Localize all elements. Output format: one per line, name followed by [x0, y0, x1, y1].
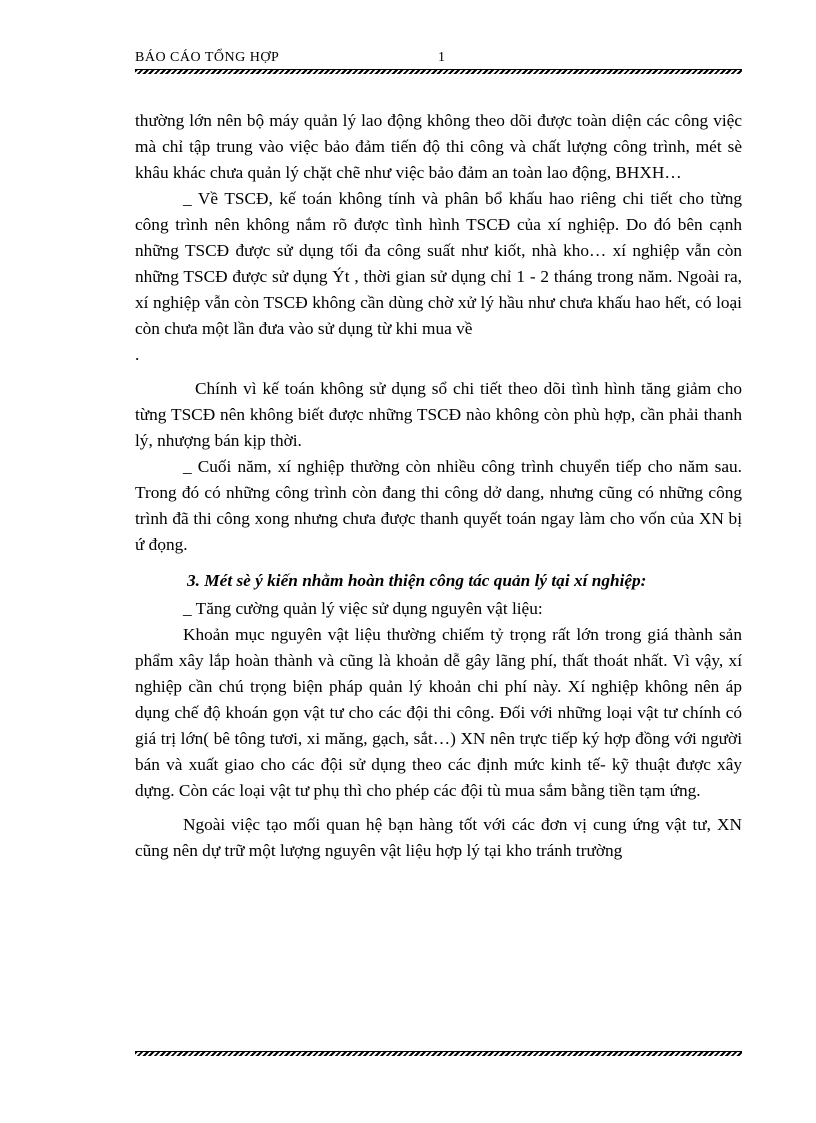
- page-number: 1: [438, 50, 445, 65]
- paragraph-1: thường lớn nên bộ máy quản lý lao động không theo dõi được toàn diện các công việc mà chỉ tập trung vào việc bảo đảm tiến độ thi công và chất lượng công trình, mét sè khâu khác chưa quản lý chặt chẽ như việc bảo đảm an toàn lao động, BHXH…: [135, 111, 742, 182]
- document-body: [135, 108, 742, 864]
- paragraph-3: Chính vì kế toán không sử dụng sổ chi tiết theo dõi tình hình tăng giảm cho từng TSCĐ nên không biết được những TSCĐ nào không còn phù hợp, cần phải thanh lý, nhượng bán kịp thời.: [135, 379, 742, 450]
- paragraph-5: _ Tăng cường quản lý việc sử dụng nguyên vật liệu:: [183, 599, 543, 618]
- paragraph-2: _ Về TSCĐ, kế toán không tính và phân bổ khấu hao riêng chi tiết cho từng công trình nên không nắm rõ được tình hình TSCĐ của xí nghiệp. Do đó bên cạnh những TSCĐ được sử dụng tối đa công suất như kiốt, nhà kho… xí nghiệp vẫn còn những TSCĐ được sử dụng Ýt , thời gian sử dụng chỉ 1 - 2 tháng trong năm. Ngoài ra, xí nghiệp vẫn còn TSCĐ không cần dùng chờ xử lý hầu như chưa khấu hao hết, có loại còn chưa một lần đưa vào sử dụng từ khi mua về: [135, 189, 742, 338]
- paragraph-7: Ngoài việc tạo mối quan hệ bạn hàng tốt với các đơn vị cung ứng vật tư, XN cũng nên dự trữ một lượng nguyên vật liệu hợp lý tại kho tránh trường: [135, 815, 742, 860]
- paragraph-4: _ Cuối năm, xí nghiệp thường còn nhiều công trình chuyển tiếp cho năm sau. Trong đó có những công trình còn đang thi công dở dang, nhưng cũng có những công trình đã thi công xong nhưng chưa được thanh quyết toán ngay làm cho vốn của XN bị ứ đọng.: [135, 457, 742, 554]
- section-heading: 3. Mét sè ý kiến nhằm hoàn thiện công tác quản lý tại xí nghiệp:: [187, 571, 647, 590]
- header-title: BÁO CÁO TỔNG HỢP: [135, 50, 280, 65]
- paragraph-2-tail: .: [135, 345, 140, 364]
- page-header: [135, 48, 742, 70]
- paragraph-6: Khoản mục nguyên vật liệu thường chiếm tỷ trọng rất lớn trong giá thành sản phẩm xây lắp hoàn thành và cũng là khoản dễ gây lãng phí, thất thoát nhất. Vì vậy, xí nghiệp cần chú trọng biện pháp quản lý khoản chi phí này. Xí nghiệp không nên áp dụng chế độ khoán gọn vật tư cho các đội thi công. Đối với những loại vật tư chính có giá trị lớn( bê tông tươi, xi măng, gạch, sắt…) XN nên trực tiếp ký hợp đồng với người bán và xuất giao cho các đội sử dụng theo các định mức kinh tế- kỹ thuật được xây dựng. Còn các loại vật tư phụ thì cho phép các đội tù mua sắm bằng tiền tạm ứng.: [135, 625, 742, 800]
- footer-rule: [135, 1051, 742, 1056]
- header-rule: [135, 69, 742, 74]
